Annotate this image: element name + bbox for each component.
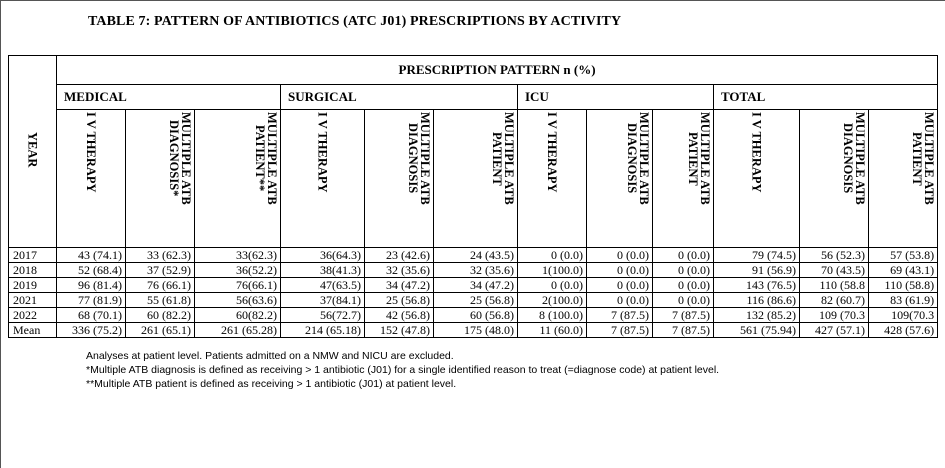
year-cell: 2021 [9,293,57,308]
table-row [9,323,938,338]
table-cell: 0 (0.0) [518,278,587,293]
table-cell: 79 (74.5) [714,248,800,263]
table-cell: 70 (43.5) [800,263,869,278]
subheader-surgical-multiple-atb-diagnosis: MULTIPLE ATB DIAGNOSIS [365,110,434,248]
table-cell: 55 (61.8) [126,293,195,308]
table-cell: 427 (57.1) [800,323,869,338]
table-cell: 69 (43.1) [869,263,938,278]
table-cell: 43 (74.1) [57,248,126,263]
table-cell: 214 (65.18) [281,323,365,338]
table-cell: 25 (56.8) [434,293,518,308]
table-cell: 32 (35.6) [365,263,434,278]
table-cell: 33 (62.3) [126,248,195,263]
table-cell: 0 (0.0) [518,248,587,263]
subheader-total-iv-therapy: I V THERAPY [714,110,800,248]
table-row [9,308,938,323]
table-cell: 36(52.2) [195,263,281,278]
subheader-total-multiple-atb-patient: MULTIPLE ATB PATIENT [869,110,938,248]
page-border-top [0,0,945,1]
note-line: *Multiple ATB diagnosis is defined as receiving > 1 antibiotic (J01) for a single identified reason to treat (=diagnose code) at patient level. [86,364,720,376]
table-cell: 1(100.0) [518,263,587,278]
note-line: **Multiple ATB patient is defined as receiving > 1 antibiotic (J01) at patient level. [86,378,457,390]
table-cell: 76(66.1) [195,278,281,293]
table-cell: 110 (58.8 [800,278,869,293]
subheader-medical-multiple-atb-diagnosis: MULTIPLE ATB DIAGNOSIS* [126,110,195,248]
table-cell: 11 (60.0) [518,323,587,338]
table-cell: 0 (0.0) [587,278,653,293]
table-cell: 0 (0.0) [653,248,714,263]
table-row [9,263,938,278]
table-cell: 77 (81.9) [57,293,126,308]
group-header-medical: MEDICAL [57,85,281,110]
table-cell: 109 (70.3 [800,308,869,323]
table-cell: 60 (82.2) [126,308,195,323]
table-cell: 7 (87.5) [653,323,714,338]
table-row [9,248,938,263]
table-cell: 7 (87.5) [653,308,714,323]
table-cell: 8 (100.0) [518,308,587,323]
table-cell: 0 (0.0) [653,293,714,308]
table-cell: 175 (48.0) [434,323,518,338]
table-cell: 0 (0.0) [587,263,653,278]
table-cell: 56(72.7) [281,308,365,323]
subheader-surgical-multiple-atb-patient: MULTIPLE ATB PATIENT [434,110,518,248]
year-cell: Mean [9,323,57,338]
table-row [9,278,938,293]
prescription-table [8,55,938,338]
table-cell: 33(62.3) [195,248,281,263]
table-cell: 60 (56.8) [434,308,518,323]
table-cell: 36(64.3) [281,248,365,263]
table-cell: 152 (47.8) [365,323,434,338]
year-cell: 2017 [9,248,57,263]
table-cell: 37 (52.9) [126,263,195,278]
table-cell: 42 (56.8) [365,308,434,323]
table-cell: 0 (0.0) [653,263,714,278]
table-cell: 261 (65.28) [195,323,281,338]
table-cell: 37(84.1) [281,293,365,308]
year-header: YEAR [9,56,57,248]
subheader-surgical-iv-therapy: I V THERAPY [281,110,365,248]
table-cell: 24 (43.5) [434,248,518,263]
group-header-total: TOTAL [714,85,938,110]
table-cell: 52 (68.4) [57,263,126,278]
subheader-medical-multiple-atb-patient: MULTIPLE ATB PATIENT** [195,110,281,248]
table-cell: 336 (75.2) [57,323,126,338]
table-cell: 261 (65.1) [126,323,195,338]
group-header-icu: ICU [518,85,714,110]
table-cell: 110 (58.8) [869,278,938,293]
table-cell: 83 (61.9) [869,293,938,308]
table-cell: 60(82.2) [195,308,281,323]
table-cell: 34 (47.2) [434,278,518,293]
subheader-icu-iv-therapy: I V THERAPY [518,110,587,248]
table-cell: 7 (87.5) [587,323,653,338]
subheader-total-multiple-atb-diagnosis: MULTIPLE ATB DIAGNOSIS [800,110,869,248]
table-cell: 0 (0.0) [587,248,653,263]
table-cell: 0 (0.0) [653,278,714,293]
note-line: Analyses at patient level. Patients admitted on a NMW and NICU are excluded. [86,350,454,362]
table-cell: 561 (75.94) [714,323,800,338]
table-cell: 32 (35.6) [434,263,518,278]
table-cell: 56(63.6) [195,293,281,308]
table-cell: 143 (76.5) [714,278,800,293]
table-notes [86,349,719,391]
table-cell: 0 (0.0) [587,293,653,308]
table-cell: 109(70.3 [869,308,938,323]
table-cell: 57 (53.8) [869,248,938,263]
subheader-icu-multiple-atb-patient: MULTIPLE ATB PATIENT [653,110,714,248]
year-cell: 2018 [9,263,57,278]
table-cell: 7 (87.5) [587,308,653,323]
table-cell: 47(63.5) [281,278,365,293]
page-border-left [0,0,1,468]
year-cell: 2022 [9,308,57,323]
table-cell: 56 (52.3) [800,248,869,263]
table-cell: 2(100.0) [518,293,587,308]
table-title: TABLE 7: PATTERN OF ANTIBIOTICS (ATC J01) PRESCRIPTIONS BY ACTIVITY [88,14,622,29]
table-cell: 23 (42.6) [365,248,434,263]
table-cell: 68 (70.1) [57,308,126,323]
table-cell: 76 (66.1) [126,278,195,293]
table-cell: 132 (85.2) [714,308,800,323]
table-cell: 82 (60.7) [800,293,869,308]
table-cell: 25 (56.8) [365,293,434,308]
year-cell: 2019 [9,278,57,293]
table-cell: 428 (57.6) [869,323,938,338]
group-header-surgical: SURGICAL [281,85,518,110]
subheader-medical-iv-therapy: I V THERAPY [57,110,126,248]
table-cell: 91 (56.9) [714,263,800,278]
table-cell: 38(41.3) [281,263,365,278]
prescription-pattern-header: PRESCRIPTION PATTERN n (%) [57,56,938,85]
table-cell: 116 (86.6) [714,293,800,308]
table-cell: 96 (81.4) [57,278,126,293]
table-cell: 34 (47.2) [365,278,434,293]
table-row [9,293,938,308]
subheader-icu-multiple-atb-diagnosis: MULTIPLE ATB DIAGNOSIS [587,110,653,248]
